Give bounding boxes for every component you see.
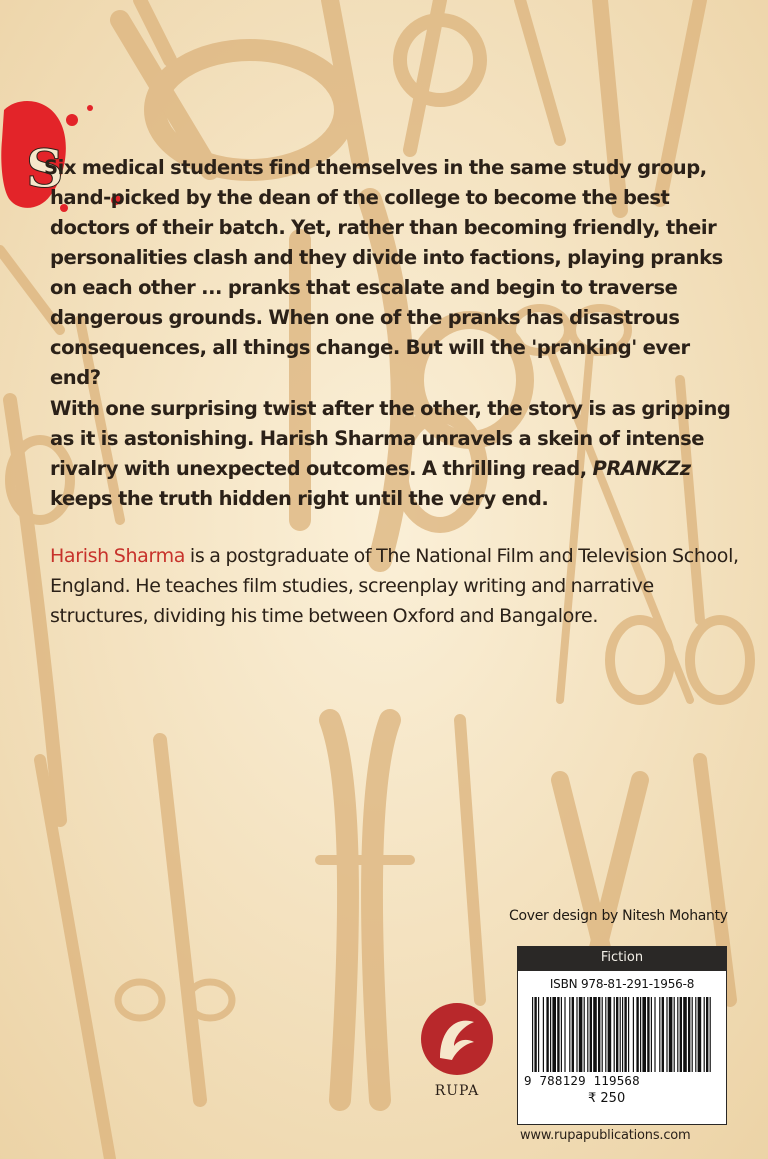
author-bio — [50, 541, 740, 631]
publisher-name: RUPA — [434, 1083, 480, 1099]
barcode-panel — [517, 970, 727, 1125]
barcode-digits: 9 788129 119568 — [524, 1073, 640, 1088]
blurb-paragraph-2 — [50, 394, 740, 514]
price-label: ₹ 250 — [588, 1091, 626, 1106]
isbn-label: ISBN 978-81-291-1956-8 — [549, 977, 695, 991]
blurb-paragraph-2-lead: With one surprising twist after the other, the story is as gripping as it is astonishing. Harish Sharma unravels a skein of intense rivalry with unexpected outcomes. A thrilling read, — [50, 397, 731, 480]
cover-design-credit: Cover design by Nitesh Mohanty — [509, 908, 728, 924]
svg-text:S: S — [26, 139, 64, 200]
blurb-paragraph-2-tail: keeps the truth hidden right until the very end. — [50, 487, 549, 510]
barcode-icon — [532, 997, 712, 1072]
blurb-paragraph-1-text: Six medical students find themselves in the same study group, hand-picked by the dean of the college to become the best doctors of their batch. Yet, rather than becoming friendly, their personalities clash and they divide into factions, playing pranks on each other ... pranks that escalate and begin to traverse dangerous grounds. When one of the pranks has disastrous consequences, all things change. But will the 'pranking' ever end? — [44, 156, 723, 389]
book-title: PRANKZz — [592, 457, 691, 480]
author-bio-text: is a postgraduate of The National Film and Television School, England. He teaches film studies, screenplay writing and narrative structures, dividing his time between Oxford and Bangalore. — [50, 545, 739, 627]
publisher-website: www.rupapublications.com — [520, 1128, 691, 1143]
author-name: Harish Sharma — [50, 545, 186, 567]
rupa-logo-icon — [418, 1000, 496, 1078]
blurb-paragraph-1 — [44, 153, 740, 393]
genre-label: Fiction — [517, 946, 727, 970]
